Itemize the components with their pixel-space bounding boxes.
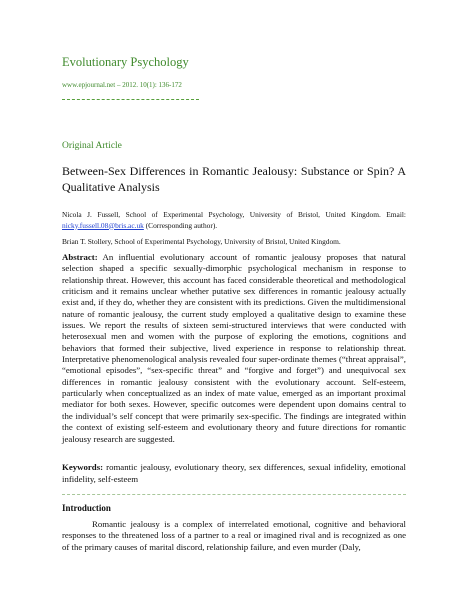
author-note: (Corresponding author). — [145, 220, 218, 230]
abstract-text: An influential evolutionary account of romantic jealousy proposes that natural selection shaped a specific sexually-dimorphic psychological mechanism in response to relationship threat. However, this account has faced considerable theoretical and methodological criticism and it remains unclear whether putative sex differences in romantic jealousy actually exist and, if they do, whether they are consistent with its predictions. Given the multidimensional nature of romantic jealousy, the current study employed a qualitative design to examine these issues. We report the results of sixteen semi-structured interviews that were conducted with heterosexual men and women with the purpose of exploring the emotions, cognitions and behaviors that formed their subjective, lived experience in response to relationship threat. Interpretative phenomenological analysis revealed four super-ordinate themes (“threat appraisal”, “emotional episodes”, “sex-specific threat” and “forgive and forget”) and unequivocal sex differences in romantic jealousy consistent with the evolutionary account. Self-esteem, particularly when conceptualized as an index of mate value, emerged as an important proximal mediator for both sexes. However, specific outcomes were dependent upon domains central to the individual’s self concept that were primarily sex-specific. The findings are integrated within the context of existing self-esteem and evolutionary theory and future directions for romantic jealousy research are suggested. — [62, 252, 406, 444]
introduction-paragraph: Romantic jealousy is a complex of interrelated emotional, cognitive and behavioral responses to the threatened loss of a partner to a real or imagined rival and is recognized as one of the primary causes of marital discord, relationship failure, and even murder (Daly, — [62, 519, 406, 552]
author-affiliation — [62, 210, 406, 231]
section-heading: Introduction — [62, 503, 111, 513]
section-divider — [62, 494, 406, 495]
article-title: Between-Sex Differences in Romantic Jealousy: Substance or Spin? A Qualitative Analysis — [62, 164, 406, 194]
author-email-link[interactable]: nicky.fussell.08@bris.ac.uk — [62, 220, 144, 230]
keywords — [62, 462, 406, 485]
keywords-text: romantic jealousy, evolutionary theory, sex differences, sexual infidelity, emotional infidelity, self-esteem — [62, 462, 406, 484]
abstract-label: Abstract: — [62, 252, 98, 262]
journal-citation: www.epjournal.net – 2012. 10(1): 136-172 — [62, 81, 182, 89]
header-divider — [62, 99, 199, 100]
author-affiliation — [62, 237, 406, 248]
abstract — [62, 252, 406, 445]
article-type: Original Article — [62, 141, 122, 151]
author-text: Nicola J. Fussell, School of Experimental Psychology, University of Bristol, United Kingdom. Email: — [62, 210, 406, 219]
author-text: Brian T. Stollery, School of Experimental Psychology, University of Bristol, United Kingdom. — [62, 237, 341, 246]
journal-name: Evolutionary Psychology — [62, 55, 189, 69]
keywords-label: Keywords: — [62, 462, 104, 472]
